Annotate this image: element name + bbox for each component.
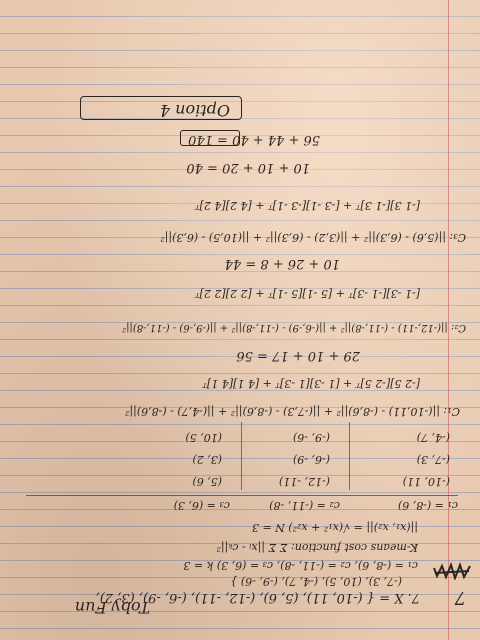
table-cell: (-6, -9) — [292, 453, 330, 466]
table-cell: (5, 6) — [192, 475, 222, 488]
cluster-1-sum: 29 + 10 + 17 = 56 — [236, 348, 360, 363]
table-header-c2: c₂ = (-11, -8) — [269, 499, 340, 512]
cluster-1-distance: C₁: ||(-10,11) - (-8,6)||² + ||(-7,3) - (-8,6)||² + ||(-4,7) - (-8,6)||² — [124, 405, 460, 418]
cluster-1-vectors: [-2 5][-2 5]ᵀ + [1 -3][1 -3]ᵀ + [4 1][4 1]ᵀ — [202, 377, 420, 390]
cluster-3-vectors: [-1 3][-1 3]ᵀ + [-3 -1][-3 -1]ᵀ + [4 2][4 2]ᵀ — [194, 199, 420, 212]
table-cell: (3, 2) — [192, 453, 222, 466]
cluster-3-sum: 10 + 10 + 20 = 40 — [186, 160, 310, 175]
table-column-divider — [349, 422, 350, 490]
table-cell: (-12, -11) — [278, 475, 330, 488]
dataset-line-2: (-7, 3), (10, 5), (-4, 7), (-9, -6) } — [230, 575, 402, 588]
table-cell: (-9, -6) — [292, 431, 330, 444]
cost-function-line: K-means cost function: Σ Σ ||xᵢ - cₖ||² — [216, 541, 418, 554]
cluster-2-vectors: [-1 -3][-1 -3]ᵀ + [5 -1][5 -1]ᵀ + [2 2][2 2]ᵀ — [194, 287, 420, 300]
norm-definition: ||(x₁, x₂)|| = √(x₁² + x₂²) N = 3 — [251, 521, 418, 534]
question-number: 7 — [454, 587, 466, 608]
author-name: Toby Fun — [74, 598, 150, 617]
table-cell: (-4, 7) — [416, 431, 450, 444]
table-cell: (-7, 3) — [416, 453, 450, 466]
option-answer: Option 4 — [159, 101, 230, 120]
cluster-2-distance: C₂: ||(-12,-11) - (-11,-8)||² + ||(-6,-9) - (-11,-8)||² + ||(-9,-6) - (-11,-8)||² — [122, 322, 466, 333]
table-header-c1: c₁ = (-8, 6) — [397, 499, 458, 512]
table-column-divider — [241, 422, 242, 490]
table-header-c3: c₃ = (6, 3) — [173, 499, 230, 512]
table-cell: (-10, 11) — [402, 475, 450, 488]
total-cost-line: 56 + 44 + 40 = 140 — [188, 132, 320, 147]
table-rule — [26, 495, 458, 496]
table-cell: (10, 5) — [185, 431, 222, 444]
dataset-line-1: 7. X = { (-10, 11), (5, 6), (-12, -11), (-6, -9), (3, 2), — [95, 590, 420, 605]
scribble-mark — [432, 562, 472, 580]
cluster-2-sum: 10 + 26 + 8 = 44 — [224, 256, 340, 271]
cluster-3-distance: C₃: ||(5,6) - (6,3)||² + ||(3,2) - (6,3)||² + ||(10,5) - (6,3)||² — [160, 231, 466, 244]
centroids-line: c₁ = (-8, 6), c₂ = (-11, -8), c₃ = (6, 3) k = 3 — [183, 559, 418, 572]
boxed-answer — [180, 130, 240, 146]
